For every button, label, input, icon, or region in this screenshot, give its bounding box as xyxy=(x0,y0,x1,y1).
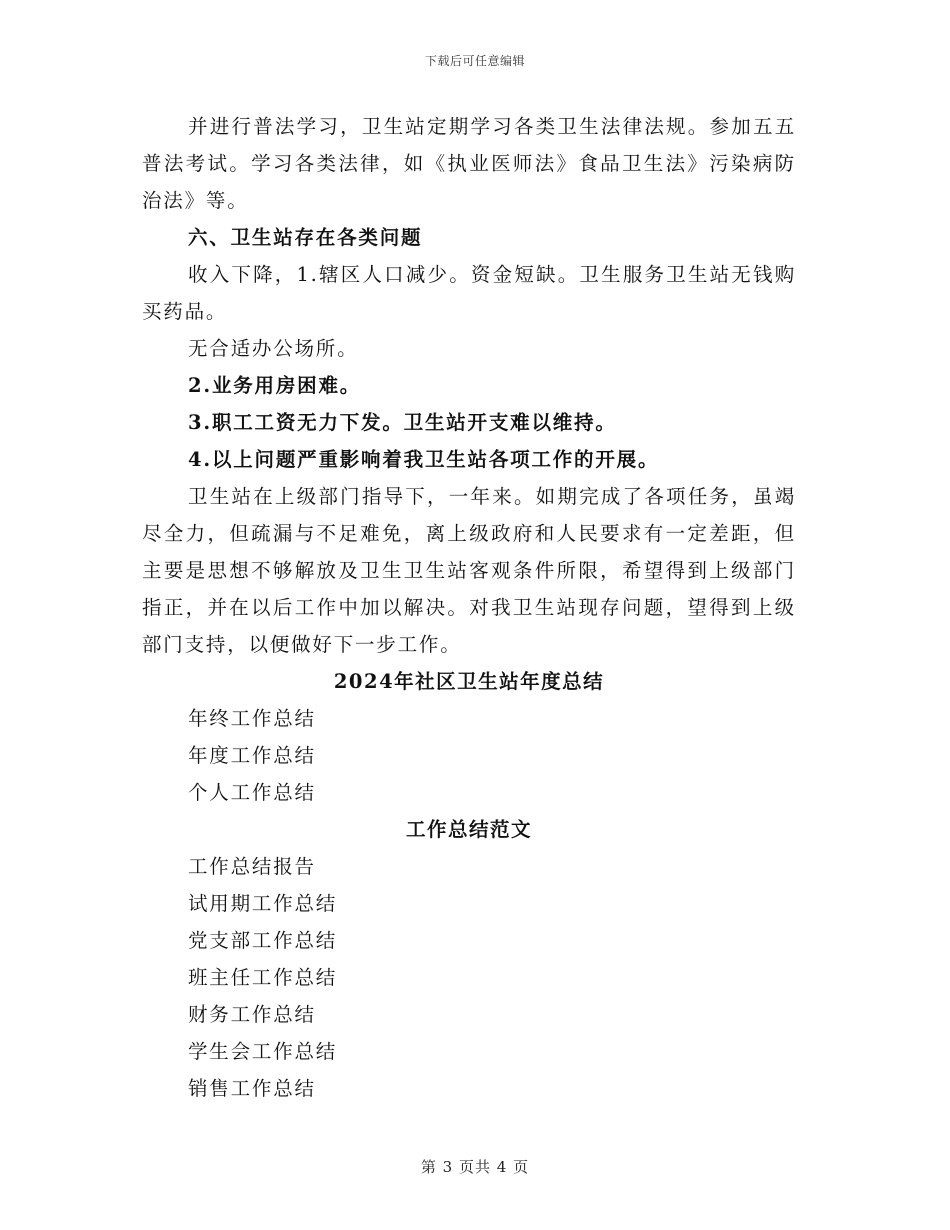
document-title: 2024年社区卫生站年度总结 xyxy=(333,670,605,693)
problem-item-4: 4.以上问题严重影响着我卫生站各项工作的开展。 xyxy=(188,448,660,471)
related-link-annual-summary[interactable]: 年度工作总结 xyxy=(188,744,316,767)
sample-link-class-teacher[interactable]: 班主任工作总结 xyxy=(188,966,338,989)
related-link-personal-summary[interactable]: 个人工作总结 xyxy=(188,781,316,804)
sample-link-sales[interactable]: 销售工作总结 xyxy=(188,1077,316,1100)
page-header: 下载后可任意编辑 xyxy=(424,54,525,68)
sample-link-student-union[interactable]: 学生会工作总结 xyxy=(188,1040,338,1063)
section-heading-problems: 六、卫生站存在各类问题 xyxy=(188,226,423,249)
paragraph-income-decline: 收入下降，1.辖区人口减少。资金短缺。卫生服务卫生站无钱购买药品。 xyxy=(142,263,796,323)
related-link-year-end-summary[interactable]: 年终工作总结 xyxy=(188,707,316,730)
document-body xyxy=(142,108,796,1107)
sample-links-list xyxy=(142,848,796,1107)
problem-item-2: 2.业务用房困难。 xyxy=(188,374,362,397)
paragraph-law-study: 并进行普法学习，卫生站定期学习各类卫生法律法规。参加五五普法考试。学习各类法律，如《执业医师法》食品卫生法》污染病防治法》等。 xyxy=(142,115,796,212)
sample-link-finance[interactable]: 财务工作总结 xyxy=(188,1003,316,1026)
paragraph-summary: 卫生站在上级部门指导下，一年来。如期完成了各项任务，虽竭尽全力，但疏漏与不足难免，离上级政府和人民要求有一定差距，但主要是思想不够解放及卫生卫生站客观条件所限，希望得到上级部门指正，并在以后工作中加以解决。对我卫生站现存问题，望得到上级部门支持，以便做好下一步工作。 xyxy=(142,485,796,656)
sample-link-report[interactable]: 工作总结报告 xyxy=(188,855,316,878)
problem-item-3: 3.职工工资无力下发。卫生站开支难以维持。 xyxy=(188,411,617,434)
sample-link-party-branch[interactable]: 党支部工作总结 xyxy=(188,929,338,952)
paragraph-office: 无合适办公场所。 xyxy=(188,337,359,360)
section-title-samples: 工作总结范文 xyxy=(405,818,532,841)
related-links-list xyxy=(142,700,796,811)
sample-link-probation[interactable]: 试用期工作总结 xyxy=(188,892,338,915)
page-number: 第 3 页共 4 页 xyxy=(420,1158,530,1176)
